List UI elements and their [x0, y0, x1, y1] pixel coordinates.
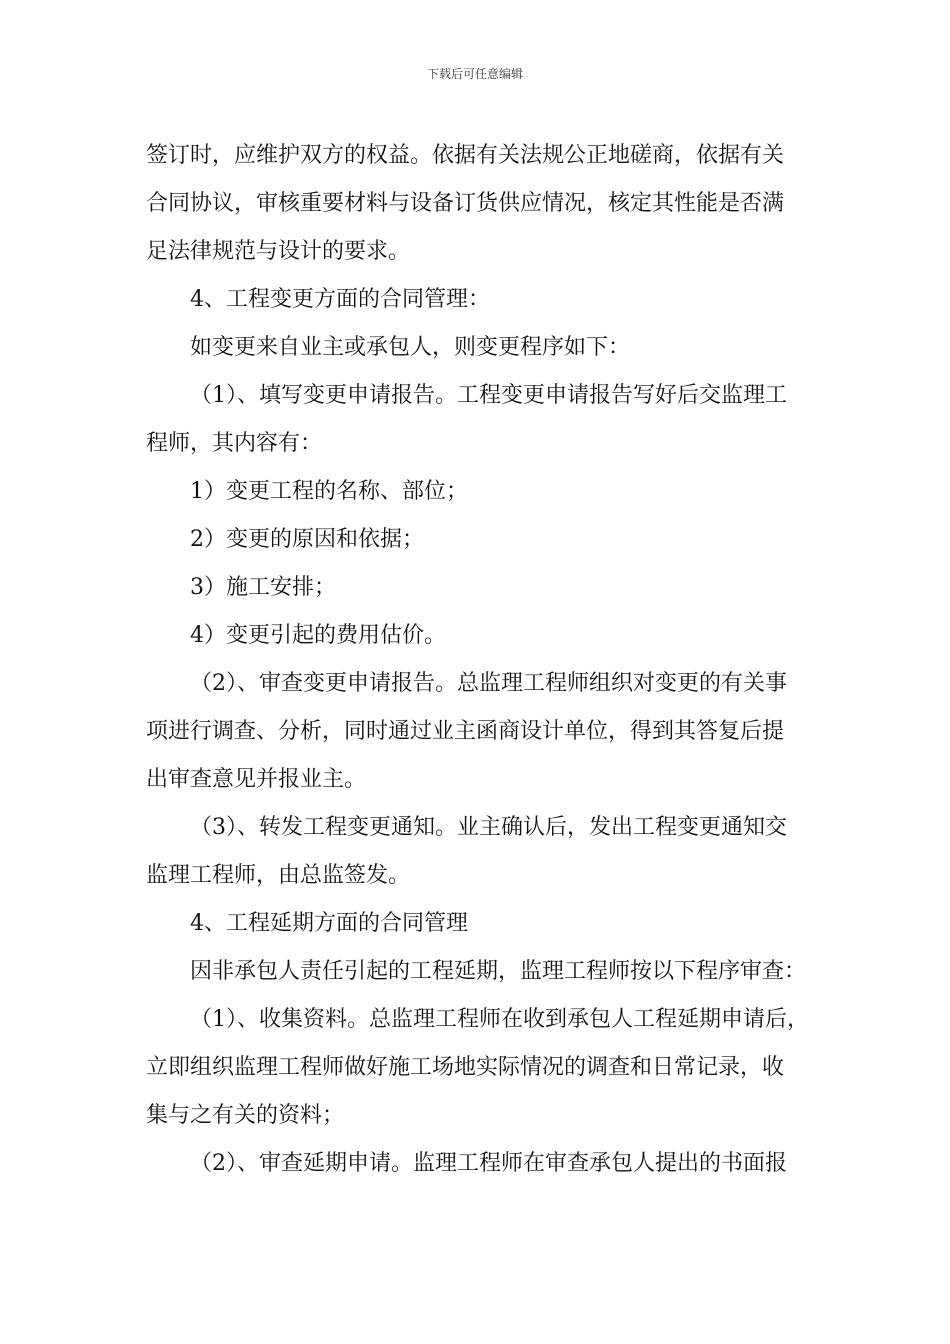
- text-line: 项进行调查、分析，同时通过业主函商设计单位，得到其答复后提: [146, 719, 785, 744]
- page-header: 下载后可任意编辑: [426, 67, 523, 81]
- text-line: 出审查意见并报业主。: [146, 767, 367, 792]
- text-line: （2）、审查延期申请。监理工程师在审查承包人提出的书面报: [190, 1151, 787, 1176]
- text-line: 签订时，应维护双方的权益。依据有关法规公正地磋商，依据有关: [146, 143, 785, 168]
- list-item: 2）变更的原因和依据；: [190, 527, 424, 552]
- text-line: （1）、填写变更申请报告。工程变更申请报告写好后交监理工: [190, 383, 787, 408]
- text-line: 集与之有关的资料；: [146, 1103, 345, 1128]
- list-item: 3）施工安排；: [190, 575, 336, 600]
- text-line: 因非承包人责任引起的工程延期，监理工程师按以下程序审查：: [190, 959, 807, 984]
- section-heading: 4、工程变更方面的合同管理：: [190, 287, 490, 312]
- text-line: 立即组织监理工程师做好施工场地实际情况的调查和日常记录，收: [146, 1055, 785, 1080]
- text-line: （3）、转发工程变更通知。业主确认后，发出工程变更通知交: [190, 815, 787, 840]
- section-heading: 4、工程延期方面的合同管理: [190, 911, 468, 936]
- document-body: [146, 132, 814, 1188]
- text-line: 如变更来自业主或承包人，则变更程序如下：: [190, 335, 631, 360]
- text-line: （2）、审查变更申请报告。总监理工程师组织对变更的有关事: [190, 671, 787, 696]
- text-line: 足法律规范与设计的要求。: [146, 239, 411, 264]
- text-line: 监理工程师，由总监签发。: [146, 863, 411, 888]
- list-item: 4）变更引起的费用估价。: [190, 623, 446, 648]
- text-line: 程师，其内容有：: [146, 431, 323, 456]
- list-item: 1）变更工程的名称、部位；: [190, 479, 468, 504]
- text-line: 合同协议，审核重要材料与设备订货供应情况，核定其性能是否满: [146, 191, 785, 216]
- text-line: （1）、收集资料。总监理工程师在收到承包人工程延期申请后，: [190, 1007, 809, 1032]
